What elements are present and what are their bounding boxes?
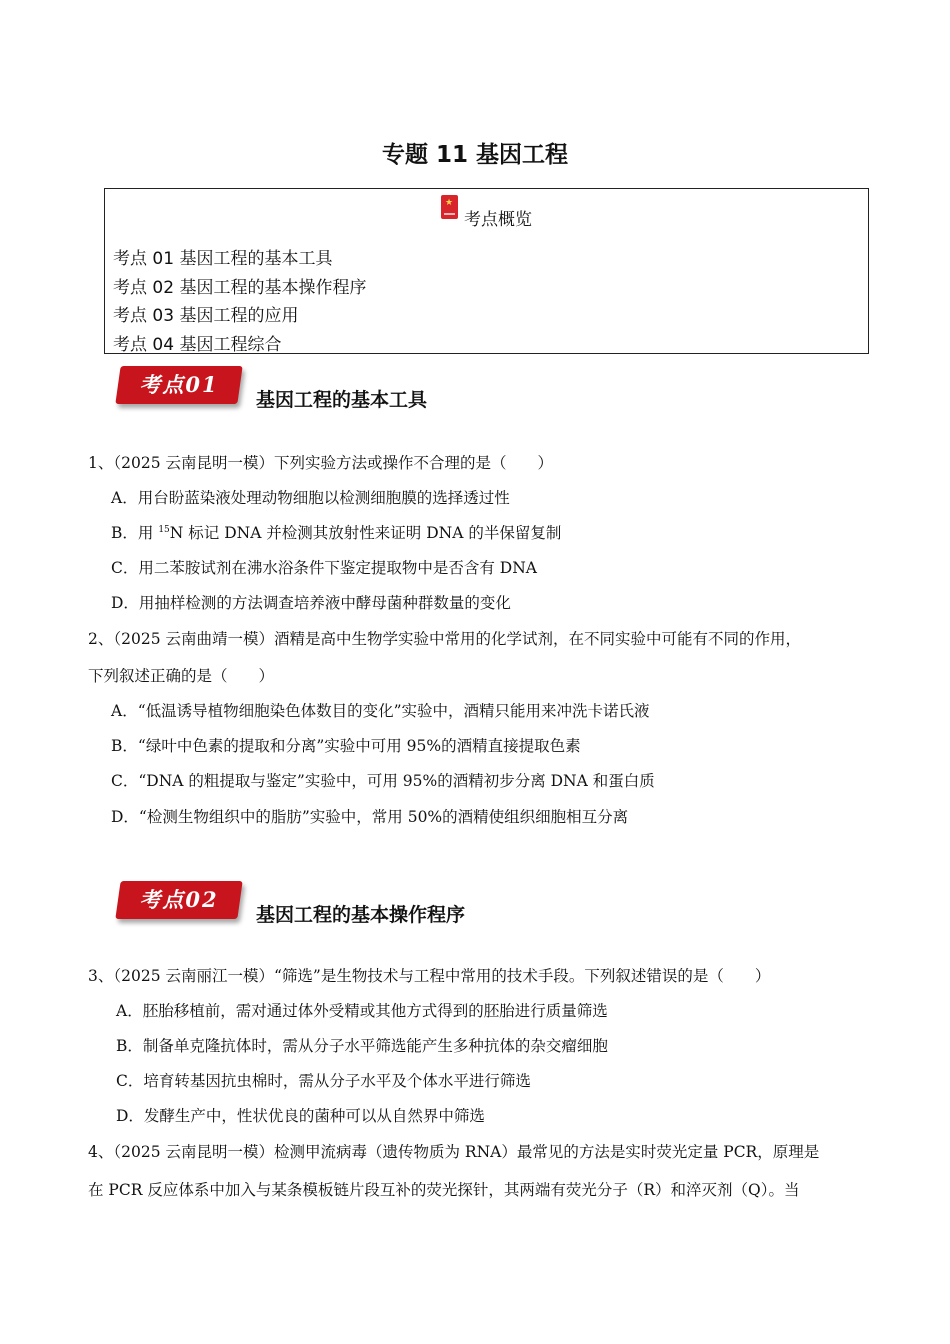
question-1-option-b: B．用 $^{15}$N 标记 DNA 并检测其放射性来证明 DNA 的半保留复制 (111, 524, 562, 542)
question-3-option-d: D．发酵生产中，性状优良的菌种可以从自然界中筛选 (116, 1107, 485, 1125)
question-2-stem-line1: 2、（2025 云南曲靖一模）酒精是高中生物学实验中常用的化学试剂，在不同实验中可能有不同的作用， (88, 630, 801, 648)
question-1-option-a: A．用台盼蓝染液处理动物细胞以检测细胞膜的选择透过性 (111, 489, 510, 507)
question-2-stem-line2: 下列叙述正确的是（ ） (88, 667, 275, 685)
question-3-option-b: B．制备单克隆抗体时，需从分子水平筛选能产生多种抗体的杂交瘤细胞 (116, 1037, 608, 1055)
question-1-stem: 1、（2025 云南昆明一模）下列实验方法或操作不合理的是（ ） (88, 454, 553, 472)
overview-heading: ★考点概览 (105, 205, 868, 230)
question-2-option-b: B．“绿叶中色素的提取和分离”实验中可用 95%的酒精直接提取色素 (111, 737, 581, 755)
question-1-option-c: C．用二苯胺试剂在沸水浴条件下鉴定提取物中是否含有 DNA (111, 559, 537, 577)
question-3-stem: 3、（2025 云南丽江一模）“筛选”是生物技术与工程中常用的技术手段。下列叙述错误的是（ ） (88, 967, 771, 985)
overview-item[interactable]: 考点 03 基因工程的应用 (113, 306, 299, 326)
section-title-01: 基因工程的基本工具 (256, 389, 428, 411)
question-3-option-a: A．胚胎移植前，需对通过体外受精或其他方式得到的胚胎进行质量筛选 (116, 1002, 608, 1020)
red-book-icon (441, 195, 458, 219)
section-title-02: 基因工程的基本操作程序 (256, 904, 466, 926)
question-2-option-d: D．“检测生物组织中的脂肪”实验中，常用 50%的酒精使组织细胞相互分离 (111, 808, 629, 826)
section-badge-02 (118, 881, 240, 919)
overview-list (113, 247, 366, 361)
overview-item[interactable]: 考点 02 基因工程的基本操作程序 (113, 277, 367, 298)
question-1-option-d: D．用抽样检测的方法调查培养液中酵母菌种群数量的变化 (111, 594, 511, 612)
page-title: 专题 11 基因工程 (381, 142, 569, 168)
badge-label: 考点01 (139, 372, 219, 397)
overview-item[interactable]: 考点 01 基因工程的基本工具 (113, 249, 333, 269)
overview-box (104, 188, 869, 354)
question-2-option-c: C．“DNA 的粗提取与鉴定”实验中，可用 95%的酒精初步分离 DNA 和蛋白质 (111, 772, 655, 790)
question-4-stem-line1: 4、（2025 云南昆明一模）检测甲流病毒（遗传物质为 RNA）最常见的方法是实时荧光定量 PCR，原理是 (88, 1143, 820, 1161)
overview-item[interactable]: 考点 04 基因工程综合 (113, 334, 282, 355)
section-badge-01 (118, 366, 240, 404)
question-2-option-a: A．“低温诱导植物细胞染色体数目的变化”实验中，酒精只能用来冲洗卡诺氏液 (111, 702, 650, 720)
badge-label: 考点02 (139, 887, 219, 912)
question-3-option-c: C．培育转基因抗虫棉时，需从分子水平及个体水平进行筛选 (116, 1072, 531, 1090)
question-4-stem-line2: 在 PCR 反应体系中加入与某条模板链片段互补的荧光探针，其两端有荧光分子（R）和淬灭剂（Q）。当 (88, 1181, 800, 1199)
